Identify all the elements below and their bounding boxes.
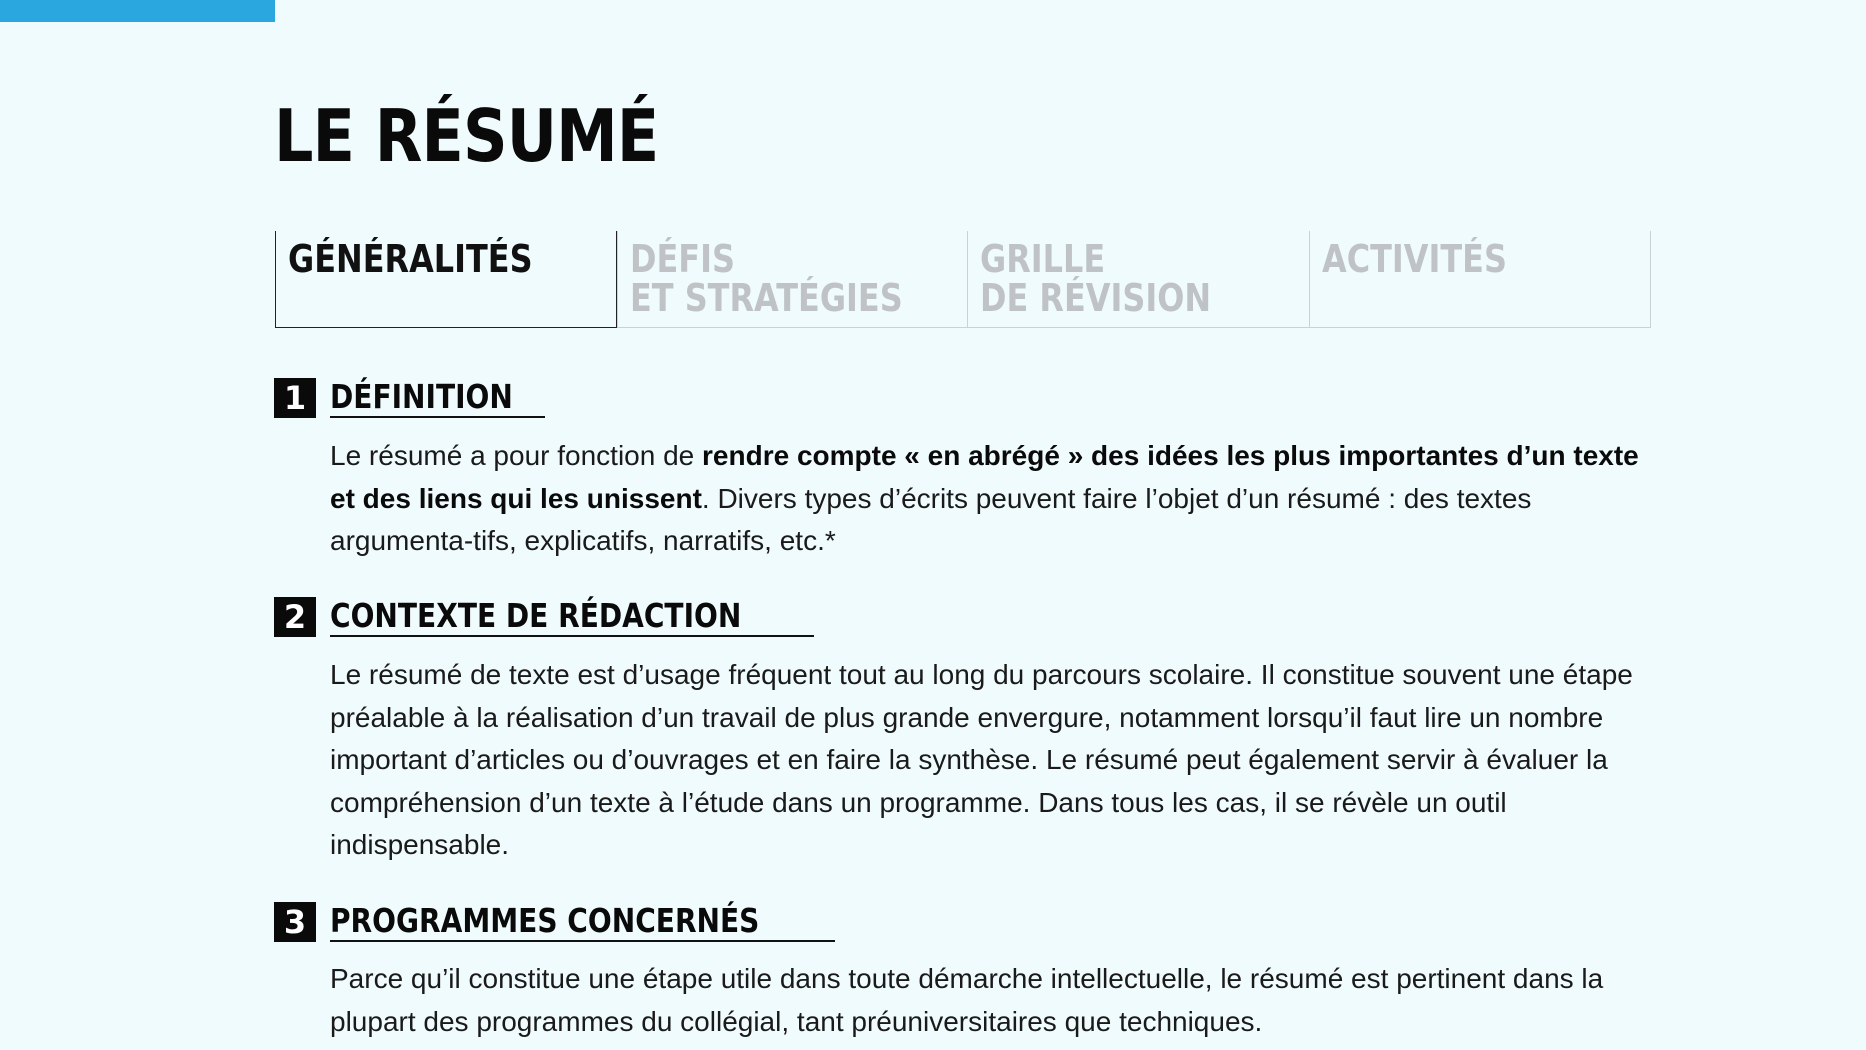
section-title (330, 902, 835, 942)
section-heading-definition (274, 378, 545, 418)
tab-label-line2: ET STRATÉGIES (630, 276, 904, 320)
tab-label: GÉNÉRALITÉS (288, 237, 533, 281)
section-number-badge: 3 (274, 902, 316, 942)
tab-label-line2: DE RÉVISION (980, 276, 1212, 320)
tab-bar (275, 231, 1651, 328)
tab-label: DÉFIS (630, 237, 736, 281)
tab-defis-et-strategies[interactable] (617, 231, 967, 328)
section-body-programmes: Parce qu’il constitue une étape utile dans toute démarche intellectuelle, le résumé est pertinent dans la plupart des programmes du collégial, tant préuniversitaires que techniques. (330, 963, 1604, 1037)
body-text: Le résumé a pour fonction de (330, 440, 703, 471)
section-number-badge: 1 (274, 378, 316, 418)
section-number-badge: 2 (274, 597, 316, 637)
section-body-definition (330, 435, 1650, 563)
body-emphasis: rendre compte « en abrégé » des idées les plus importantes d’un texte et des liens qui les unissent (330, 440, 1639, 514)
page-title: LE RÉSUMÉ (274, 94, 659, 178)
section-body-contexte: Le résumé de texte est d’usage fréquent tout au long du parcours scolaire. Il constitue souvent une étape préalable à la réalisation d’un travail de plus grande envergure, notamment lorsqu’il faut lire un nombre important d’articles ou d’ouvrages et en faire la synthèse. Le résumé peut également servir à évaluer la compréhension d’un texte à l’étude dans un programme. Dans tous les cas, il se révèle un outil indispensable. (330, 659, 1633, 860)
section-title-text: PROGRAMMES CONCERNÉS (330, 901, 760, 940)
section-title (330, 378, 545, 418)
body-text: . Divers types d’écrits peuvent faire l’objet d’un résumé : des textes argumenta-tifs, explicatifs, narratifs, etc.* (330, 482, 1532, 556)
section-title (330, 597, 814, 637)
tab-grille-de-revision[interactable] (967, 231, 1308, 328)
tab-label: GRILLE (980, 237, 1106, 281)
tab-activites[interactable] (1309, 231, 1651, 328)
section-title-text: CONTEXTE DE RÉDACTION (330, 596, 742, 635)
section-heading-programmes (274, 902, 835, 942)
tab-generalites[interactable] (275, 231, 617, 328)
section-title-text: DÉFINITION (330, 377, 513, 416)
top-accent-bar (0, 0, 275, 22)
section-heading-contexte (274, 597, 814, 637)
tab-label: ACTIVITÉS (1321, 237, 1507, 281)
